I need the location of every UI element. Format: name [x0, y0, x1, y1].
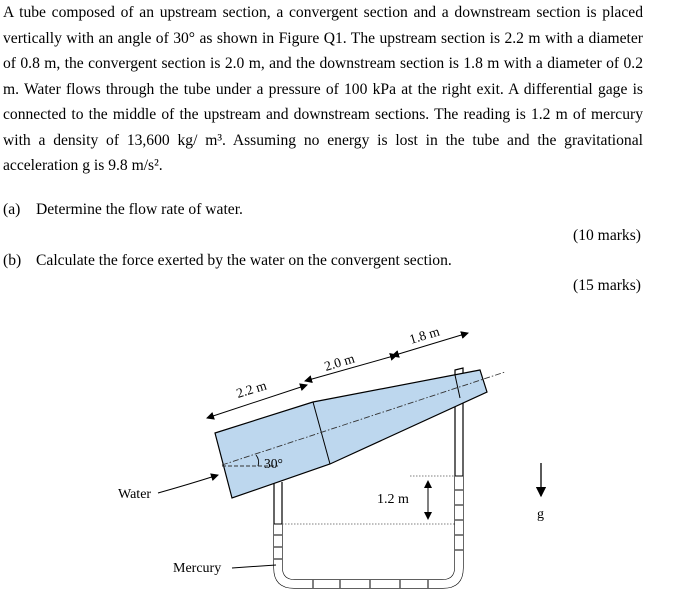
question-a-marks: (10 marks): [573, 227, 641, 244]
mercury-fill: [274, 476, 463, 588]
mercury-leader: [232, 565, 276, 568]
reading-label: 1.2 m: [377, 492, 409, 507]
water-label: Water: [118, 487, 152, 502]
question-a-label: (a): [3, 201, 21, 218]
question-b-text: Calculate the force exerted by the water on the convergent section.: [36, 252, 452, 269]
downstream-length-label: 1.8 m: [407, 323, 442, 347]
mercury-label: Mercury: [173, 561, 222, 576]
water-leader: [158, 475, 218, 493]
angle-label: 30°: [264, 456, 283, 471]
question-b-marks: (15 marks): [573, 277, 641, 294]
question-b-label: (b): [3, 252, 22, 269]
gravity-label: g: [537, 507, 544, 522]
problem-statement: A tube composed of an upstream section, a convergent section and a downstream section is placed vertically with an angle of 30° as shown in Figure Q1. The upstream section is 2.2 m with a diameter of 0.8 m, the convergent section is 2.0 m, and the downstream section is 1.8 m with a diameter of 0.2 m. Water flows through the tube under a pressure of 100 kPa at the right exit. A differential gage is connected to the middle of the upstream and downstream sections. The reading is 1.2 m of mercury with a density of 13,600 kg/ m³. Assuming no energy is lost in the tube and the gravitational acceleration g is 9.8 m/s².: [3, 4, 643, 174]
upstream-length-label: 2.2 m: [234, 377, 269, 401]
convergent-length-label: 2.0 m: [322, 350, 357, 374]
question-a-text: Determine the flow rate of water.: [36, 201, 243, 218]
